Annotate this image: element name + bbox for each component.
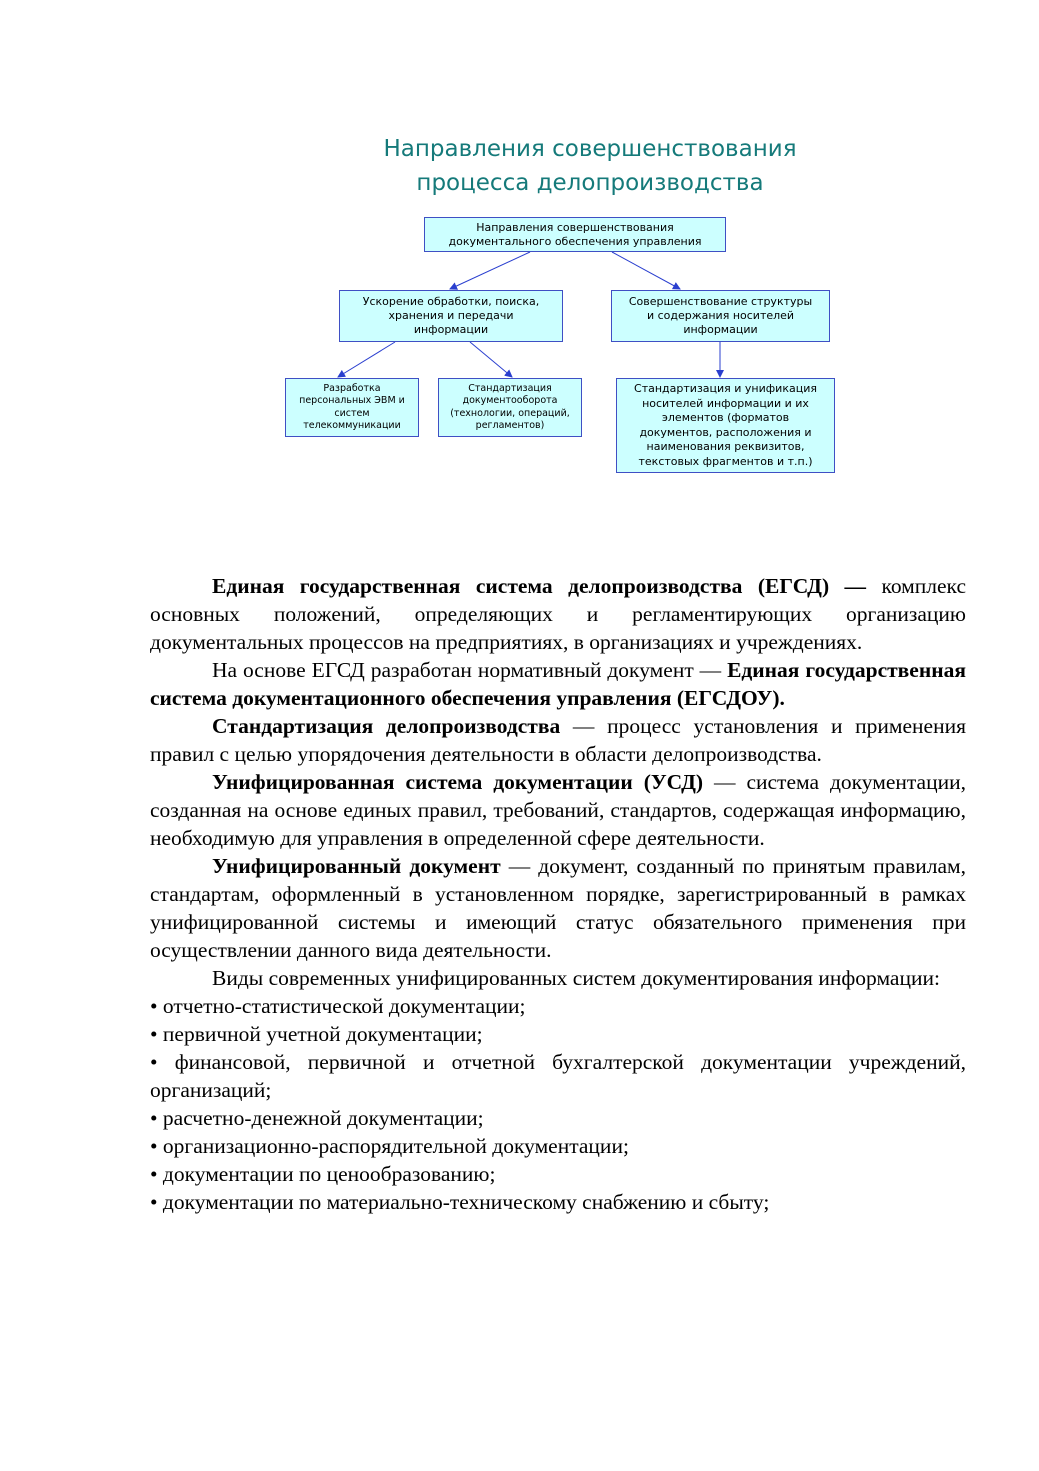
box-line: документов, расположения и: [639, 425, 812, 439]
paragraph-egsdou: [150, 656, 966, 712]
paragraph-standardization: [150, 712, 966, 768]
box-structure-text: [629, 295, 812, 337]
list-item: • финансовой, первичной и отчетной бухгалтерской документации учреждений, организаций;: [150, 1050, 966, 1102]
arrow-left1-to-left2a: [338, 342, 395, 377]
definition-unified-document: — документ, созданный по принятым правилам, стандартам, оформленный в установленном порядке, зарегистрированный в рамках унифицированной системы и имеющий статус обязательного применения при осуществлении данного вида деятельности.: [150, 854, 967, 962]
box-line: наименования реквизитов,: [646, 440, 805, 453]
paragraph-egsd: [150, 572, 966, 656]
term-standardization: Стандартизация делопроизводства: [212, 714, 561, 738]
term-unified-document: Унифицированный документ: [212, 854, 501, 878]
arrow-left1-to-left2b: [470, 342, 512, 377]
box-line: Ускорение обработки, поиска,: [362, 295, 540, 308]
list-item: • расчетно-денежной документации;: [150, 1106, 484, 1130]
slide-title: [300, 132, 880, 200]
box-line: документального обеспечения управления: [448, 234, 702, 248]
diagram-box-pc-development: [285, 378, 419, 437]
box-line: Совершенствование структуры: [628, 295, 813, 308]
diagram-box-media-unification: [616, 378, 835, 473]
box-line: и содержания носителей: [646, 309, 795, 322]
box-acceleration-text: [363, 295, 539, 337]
box-line: персональных ЭВМ и: [299, 395, 405, 406]
definition-egsd: комплекс основных положений, определяющих и регламентирующих организацию документальных процессов на предприятиях, в организациях и учреждениях.: [150, 574, 967, 654]
box-line: регламентов): [475, 420, 545, 431]
arrow-top-to-right1: [612, 252, 680, 289]
list-item: • организационно-распорядительной документации;: [150, 1134, 629, 1158]
slide-title-line-1: Направления совершенствования: [383, 136, 797, 162]
box-line: элементов (форматов: [661, 411, 790, 424]
diagram-box-root: [424, 217, 726, 252]
box-pc-development-text: [299, 383, 405, 433]
box-line: Разработка: [323, 382, 381, 394]
box-media-unification-text: [634, 382, 817, 469]
box-workflow-standardization-text: [450, 383, 570, 433]
diagram-box-acceleration: [339, 290, 563, 342]
box-line: информации: [683, 323, 758, 336]
definition-usd: — система документации, созданная на основе единых правил, требований, стандартов, содержащая информацию, необходимую для управления в определенной сфере деятельности.: [150, 770, 966, 850]
diagram-box-workflow-standardization: [438, 378, 582, 437]
box-line: (технологии, операций,: [450, 407, 570, 419]
box-line: Стандартизация: [468, 382, 552, 394]
paragraph-unified-document: [150, 852, 966, 964]
box-line: хранения и передачи: [388, 309, 514, 322]
list-item: • отчетно-статистической документации;: [150, 994, 526, 1018]
box-line: Стандартизация и унификация: [634, 382, 817, 395]
list-item: • документации по ценообразованию;: [150, 1162, 496, 1186]
paragraph-system-types: Виды современных унифицированных систем документирования информации:: [212, 966, 940, 990]
box-line: Направления совершенствования: [476, 220, 674, 234]
body-text: [150, 572, 966, 1216]
box-line: носителей информации и их: [642, 396, 809, 410]
box-line: систем: [334, 407, 370, 419]
box-line: документооборота: [462, 395, 558, 406]
definition-standardization: — процесс установления и применения правил с целью упорядочения деятельности в области делопроизводства.: [150, 714, 966, 766]
arrow-top-to-left1: [450, 252, 530, 289]
paragraph-usd: [150, 768, 966, 852]
egsdou-intro: На основе ЕГСД разработан нормативный документ —: [212, 658, 728, 682]
slide-title-line-2: процесса делопроизводства: [416, 170, 764, 196]
box-root-text: [448, 221, 701, 249]
term-egsdou: Единая государственная система документационного обеспечения управления (ЕГСДОУ).: [150, 658, 966, 710]
list-item: • первичной учетной документации;: [150, 1022, 483, 1046]
list-item: • документации по материально-техническому снабжению и сбыту;: [150, 1190, 770, 1214]
box-line: информации: [413, 323, 489, 336]
diagram-box-structure: [611, 290, 830, 342]
diagram-arrows: [0, 0, 1039, 520]
term-egsd: Единая государственная система делопроизводства (ЕГСД) —: [212, 574, 867, 598]
term-usd: Унифицированная система документации (УСД): [212, 770, 704, 794]
box-line: телекоммуникации: [303, 420, 401, 431]
box-line: текстовых фрагментов и т.п.): [638, 454, 813, 468]
